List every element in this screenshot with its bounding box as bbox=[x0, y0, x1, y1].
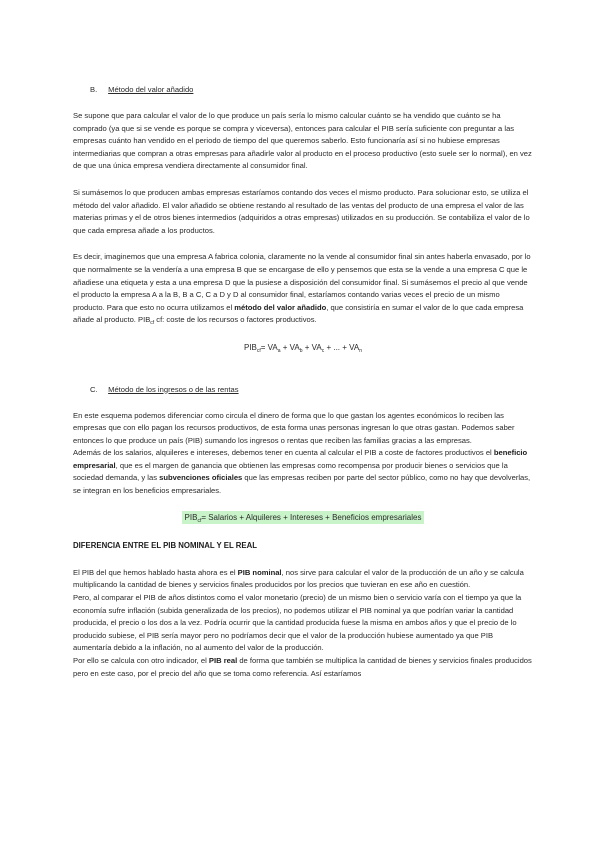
formula-term-n: n bbox=[359, 347, 362, 354]
nominal-paragraph-3 bbox=[73, 655, 533, 680]
c-p2-bold-2: subvenciones oficiales bbox=[159, 473, 243, 483]
n-p3-bold: PIB real bbox=[208, 656, 238, 665]
nominal-paragraph-2: Pero, al comparar el PIB de años distintos como el valor monetario (precio) de un mismo bien o servicio varía con el tiempo ya que la economía sufre inflación (subida generalizada de los precios), no podemos utilizar el PIB nominal ya que podrían variar la cantidad producida, el precio o los dos a la vez. Podría ocurrir que la cantidad producida fuese la misma en ambos años y que el precio de lo producido subiese, el PIB sería mayor pero no podríamos decir que el valor de la producción hubiese aumentado ya que PIB aumentaría debido a la inflación, no al aumento del valor de la producción. bbox=[73, 593, 522, 653]
p3-text-pre: Es decir, imaginemos que una empresa A fabrica colonia, claramente no la vende al consumidor final sin antes haberla envasado, por lo que normalmente se la vendería a una empresa B que se encargase de ello y pensemos que esta se la vende a una empresa C que le añadiese una etiqueta y esta a una empresa D que la pusiese a disposición del consumidor final. Si sumásemos el precio al que vende el producto la empresa A a la B, B a C, C a D y D al consumidor final, estaríamos contando varias veces el precio de un mismo producto. Para que esto no ocurra utilizamos el bbox=[73, 252, 531, 312]
section-c-heading bbox=[73, 384, 533, 396]
nominal-vs-real-title: DIFERENCIA ENTRE EL PIB NOMINAL Y EL REAL bbox=[73, 541, 257, 551]
formula-eq: = VA bbox=[260, 342, 278, 352]
n-p1-bold: PIB nominal bbox=[237, 567, 282, 577]
income-formula-sub: cf bbox=[197, 517, 202, 524]
section-b-heading bbox=[73, 84, 533, 96]
section-c-title: Método de los ingresos o de las rentas bbox=[108, 384, 239, 394]
income-formula-highlight bbox=[182, 511, 425, 524]
section-b-letter: B. bbox=[90, 85, 98, 94]
p3-subscript: cf bbox=[150, 320, 155, 327]
c-p2-a: Además de los salarios, alquileres e intereses, debemos tener en cuenta al calcular el PIB a coste de factores productivos el bbox=[73, 448, 494, 458]
n-p3-b: de forma que también se multiplica la cantidad de bienes y servicios finales producidos pero en este caso, por el precio del año que se toma como referencia. Así estaríamos bbox=[73, 656, 532, 678]
c-p2-c: que las empresas reciben por parte del sector público, como no hay que devolverlas, se integran en los beneficios empresariales. bbox=[73, 473, 531, 496]
section-c-letter: C. bbox=[90, 384, 98, 394]
formula-term-c: c bbox=[321, 347, 325, 354]
n-p1-a: El PIB del que hemos hablado hasta ahora es el bbox=[73, 567, 238, 577]
income-formula bbox=[73, 512, 533, 528]
c-p2-b: , que es el margen de ganancia que obtienen las empresas como recompensa por producir bienes o servicios que la sociedad demanda, y las bbox=[73, 460, 508, 483]
c-p2-bold-1: beneficio empresarial bbox=[73, 448, 528, 470]
section-c-paragraph-1: En este esquema podemos diferenciar como circula el dinero de forma que lo que gastan los agentes económicos lo reciben las empresas que con ello pagan los recursos productivos, de esta forma unas personas ingresan lo que otras gastan. Podemos saber entonces lo que produce un país (PIB) sumando los ingresos o rentas que reciben las familias gracias a las empresas. bbox=[73, 410, 515, 445]
income-formula-rhs: = Salarios + Alquileres + Intereses + Beneficios empresariales bbox=[201, 512, 422, 522]
value-added-formula: $PIB_{cf}= VA_a + VA_b + VA_c$ + ... + $VA_n$ bbox=[243, 342, 362, 354]
p3-text-post: , que consistiría en sumar el valor de lo que cada empresa añade al producto. PIB bbox=[73, 302, 524, 325]
section-b-paragraph-1: Se supone que para calcular el valor de lo que produce un país sería lo mismo calcular cuánto se ha vendido que cuánto se ha comprado (ya que si se vende es porque se compra y viceversa), entonces para calcular el PIB sería suficiente con preguntar a las empresas cuánto han vendido en el periodo de tiempo del que queremos saberlo. Esto funcionaría así si no hubiese empresas intermediarias que compran a otras empresas para añadirle valor al producto en el proceso productivo (esto suele ser lo normal), en vez de que una única empresa vendiera directamente al consumidor final. bbox=[73, 111, 532, 171]
p3-bold-method: método del valor añadido bbox=[234, 302, 327, 312]
formula-lhs-sub: cf bbox=[256, 347, 261, 354]
formula-lhs: PIB bbox=[243, 342, 257, 352]
section-b-paragraph-3 bbox=[73, 251, 533, 330]
section-b-title: Método del valor añadido bbox=[108, 85, 194, 94]
p3-text-end: cf: coste de los recursos o factores productivos. bbox=[154, 315, 317, 325]
nominal-paragraph-1 bbox=[73, 567, 533, 592]
n-p1-b: , nos sirve para calcular el valor de la producción de un año y se calcula multiplicando la cantidad de bienes y servicios finales producidos por los precios que tuvieran en ese año en cuestión. bbox=[73, 567, 524, 590]
income-formula-lhs: PIB bbox=[184, 512, 198, 522]
section-c-paragraph-2 bbox=[73, 447, 533, 497]
n-p3-a: Por ello se calcula con otro indicador, el bbox=[73, 656, 209, 665]
page-content bbox=[73, 84, 533, 680]
formula-term-a: a bbox=[277, 347, 281, 354]
section-b-paragraph-2: Si sumásemos lo que producen ambas empresas estaríamos contando dos veces el mismo producto. Para solucionar esto, se utiliza el método del valor añadido. El valor añadido se obtiene restando al resultado de las ventas del producto de una empresa el valor de las materias primas y el de otros bienes intermedios (adquiridos a otras empresas) utilizados en su producción. Se contabiliza el valor de lo que cada empresa añade a los productos. bbox=[73, 187, 530, 235]
formula-term-b: b bbox=[299, 347, 303, 354]
